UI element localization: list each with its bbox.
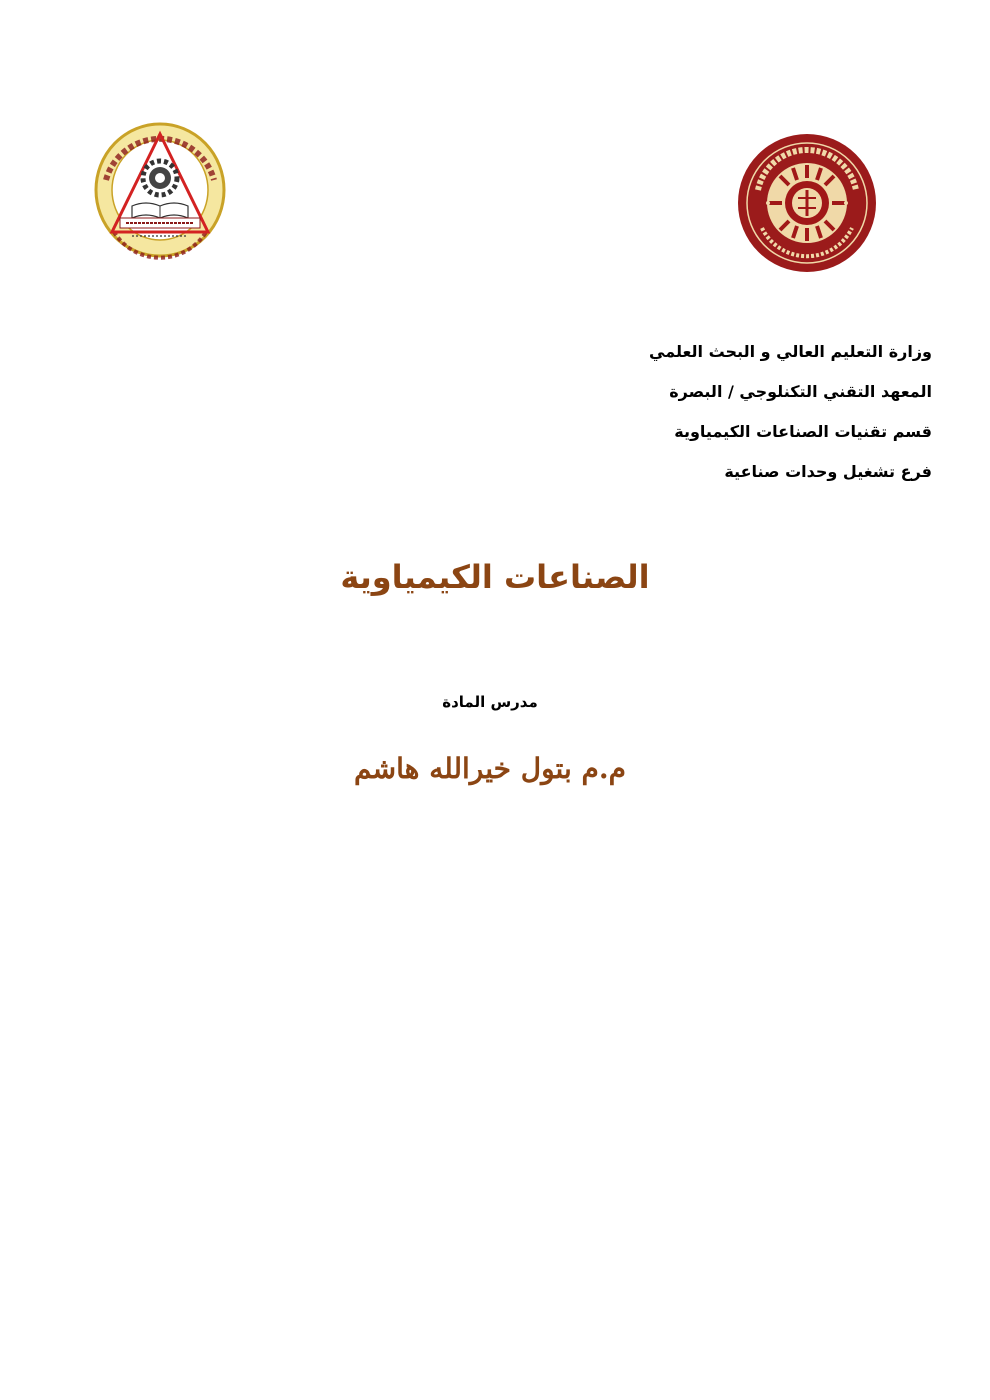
ministry-seal-icon — [92, 120, 228, 260]
document-title: الصناعات الكيمياوية — [340, 558, 650, 596]
department-line: قسم تقنيات الصناعات الكيمياوية — [674, 422, 932, 441]
ministry-line: وزارة التعليم العالي و البحث العلمي — [649, 342, 932, 361]
teacher-name: م.م بتول خيرالله هاشم — [354, 752, 626, 785]
branch-line: فرع تشغيل وحدات صناعية — [724, 462, 932, 481]
teacher-label: مدرس المادة — [442, 693, 538, 711]
institute-line: المعهد التقني التكنلوجي / البصرة — [669, 382, 932, 401]
southern-technical-university-seal-icon — [736, 132, 878, 274]
institution-header — [532, 332, 932, 492]
